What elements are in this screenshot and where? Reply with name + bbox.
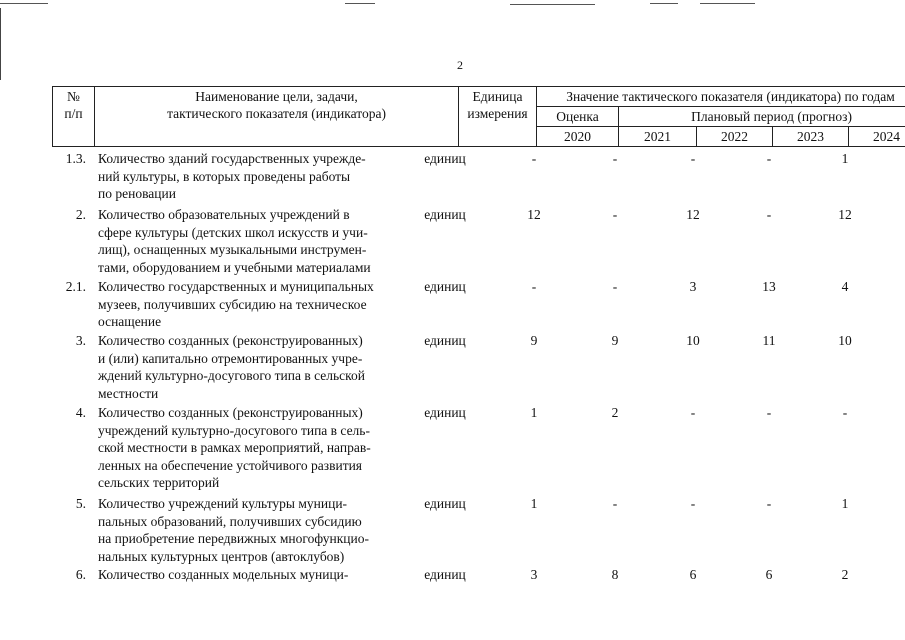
header-year: 2022 — [697, 127, 773, 147]
row-unit: единиц — [424, 151, 466, 166]
row-unit: единиц — [424, 567, 466, 582]
row-value-2022: 6 — [689, 567, 697, 582]
header-plan-period: Плановый период (прогноз) — [619, 107, 905, 127]
row-value-2020: 1 — [530, 496, 538, 511]
row-value-2022: - — [690, 496, 696, 511]
row-value-2020: 3 — [530, 567, 538, 582]
row-number: 2.1. — [65, 279, 86, 294]
row-value-2023: - — [766, 207, 772, 222]
header-value-group: Значение тактического показателя (индикатора) по годам — [537, 87, 905, 107]
header-year: 2020 — [537, 127, 619, 147]
row-value-2022: - — [690, 151, 696, 166]
header-year: 2024 — [849, 127, 905, 147]
row-name: Количество созданных (реконструированных) и (или) капитально отремонтированных учре- ждений культурно-досугового типа в сельской местности — [98, 333, 366, 401]
row-value-2022: 3 — [689, 279, 697, 294]
row-value-2022: - — [690, 405, 696, 420]
row-name: Количество созданных (реконструированных) учреждений культурно-досугового типа в сель- ской местности в рамках мероприятий, направ- ленных на обеспечение устойчивого развития сельских территорий — [98, 405, 371, 490]
row-value-2023: - — [766, 151, 772, 166]
row-value-2023: 11 — [762, 333, 776, 348]
row-value-2021: 9 — [611, 333, 619, 348]
indicators-table-header — [52, 86, 905, 147]
row-value-2020: 12 — [527, 207, 541, 222]
row-unit: единиц — [424, 279, 466, 294]
row-value-2023: - — [766, 496, 772, 511]
row-value-2021: - — [612, 207, 618, 222]
row-value-2022: 10 — [686, 333, 700, 348]
row-value-2021: - — [612, 151, 618, 166]
header-num: № п/п — [53, 87, 95, 147]
header-year: 2021 — [619, 127, 697, 147]
header-estimate: Оценка — [537, 107, 619, 127]
row-number: 5. — [75, 496, 86, 511]
row-value-2023: 6 — [765, 567, 773, 582]
row-value-2024: 12 — [838, 207, 852, 222]
row-number: 6. — [75, 567, 86, 582]
row-unit: единиц — [424, 405, 466, 420]
scan-line — [700, 3, 755, 4]
row-value-2023: - — [766, 405, 772, 420]
row-name: Количество образовательных учреждений в сфере культуры (детских школ искусств и учи- лищ), оснащенных музыкальными инструмен- тами, оборудованием и учебными материалами — [98, 207, 371, 275]
row-value-2021: - — [612, 496, 618, 511]
header-unit: Единица измерения — [459, 87, 537, 147]
row-unit: единиц — [424, 496, 466, 511]
row-value-2022: 12 — [686, 207, 700, 222]
row-value-2024: 10 — [838, 333, 852, 348]
header-name: Наименование цели, задачи, тактического показателя (индикатора) — [95, 87, 459, 147]
row-value-2024: 1 — [841, 151, 849, 166]
row-number: 4. — [75, 405, 86, 420]
row-value-2024: 1 — [841, 496, 849, 511]
row-value-2020: 1 — [530, 405, 538, 420]
row-value-2020: 9 — [530, 333, 538, 348]
scan-line — [345, 3, 375, 4]
row-number: 1.3. — [65, 151, 86, 166]
row-name: Количество созданных модельных муници- — [98, 567, 349, 582]
row-value-2021: - — [612, 279, 618, 294]
row-value-2021: 8 — [611, 567, 619, 582]
row-value-2023: 13 — [762, 279, 776, 294]
row-number: 2. — [75, 207, 86, 222]
row-value-2020: - — [531, 151, 537, 166]
scan-line — [650, 3, 678, 4]
row-value-2020: - — [531, 279, 537, 294]
row-name: Количество зданий государственных учрежде- ний культуры, в которых проведены работы по реновации — [98, 151, 366, 201]
row-value-2024: - — [842, 405, 848, 420]
row-unit: единиц — [424, 333, 466, 348]
page-number: 2 — [457, 58, 463, 72]
row-unit: единиц — [424, 207, 466, 222]
row-name: Количество учреждений культуры муници- пальных образований, получивших субсидию на приобретение передвижных многофункцио- нальных культурных центров (автоклубов) — [98, 496, 369, 564]
row-name: Количество государственных и муниципальных музеев, получивших субсидию на техническое оснащение — [98, 279, 374, 329]
row-value-2024: 2 — [841, 567, 849, 582]
scan-line — [0, 3, 48, 4]
row-value-2024: 4 — [841, 279, 849, 294]
row-number: 3. — [75, 333, 86, 348]
scan-line — [510, 4, 595, 5]
row-value-2021: 2 — [611, 405, 619, 420]
header-year: 2023 — [773, 127, 849, 147]
